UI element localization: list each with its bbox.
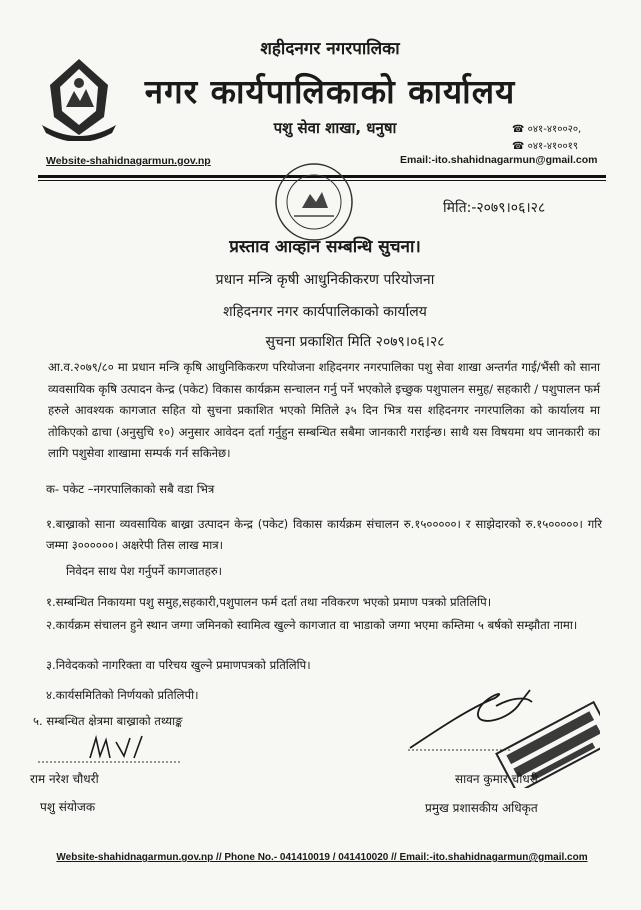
municipality-emblem-logo	[38, 55, 120, 141]
document-item: ३.निवेदकको नागरिक्ता वा परिचय खुल्ने प्रमाणपत्रको प्रतिलिपि।	[46, 658, 311, 672]
website-link[interactable]: Website-shahidnagarmun.gov.np	[46, 155, 211, 167]
publication-date: सुचना प्रकाशित मिति २०७९।०६।२८	[265, 334, 445, 350]
notice-title: प्रस्ताव आव्हान सम्बन्धि सुचना।	[229, 237, 421, 257]
notice-date: मिति:-२०७९।०६।२८	[443, 200, 546, 216]
left-signature	[30, 728, 190, 768]
section-heading: क- पकेट –नगरपालिकाको सबै वडा भित्र	[46, 482, 215, 496]
signatory-left-role: पशु संयोजक	[40, 800, 96, 814]
signatory-right-role: प्रमुख प्रशासकीय अधिकृत	[425, 801, 538, 815]
email-address[interactable]: Email:-ito.shahidnagarmun@gmail.com	[400, 154, 598, 166]
notice-paragraph: आ.व.२०७९/८० मा प्रधान मन्त्रि कृषि आधुनिकिकरण परियोजना शहिदनगर नगरपालिका पशु सेवा शाखा अन्तर्गत गाई/भैंसी को साना व्यवसायिक कृषि उत्पादन केन्द्र (पकेट) विकास कार्यक्रम सन्चालन गर्नु पर्ने भएकोले इच्छुक पशुपालन समुह/ सहकारी / पशुपालन फर्म हरुले आवश्यक कागजात सहित यो सुचना प्रकाशित भएको मितिले ३५ दिन भित्र यस शहिदनगर नगरपालिका को कार्यालय मा तोकिएको ढाचा (अनुसुचि १०) अनुसार आवेदन दर्ता गर्नुहुन सम्बन्धित सबैमा जानकारी गराईन्छ। साथै यस विषयमा थप जानकारी का लागि पशुसेवा शाखामा सम्पर्क गर्न सकिनेछ।	[48, 360, 600, 460]
signatory-left-name: राम नरेश चौधरी	[30, 772, 99, 786]
branch-name: पशु सेवा शाखा, धनुषा	[273, 119, 397, 137]
footer-contact: Website-shahidnagarmun.gov.np // Phone No.- 041410019 / 041410020 // Email:-ito.shahidnagarmun@gmail.com	[56, 852, 588, 863]
documents-heading: निवेदन साथ पेश गर्नुपर्ने कागजातहरु।	[66, 564, 223, 578]
signatory-right-name: सावन कुमार चौधरी	[455, 772, 538, 786]
issuing-office: शहिदनगर नगर कार्यपालिकाको कार्यालय	[223, 304, 427, 320]
project-name: प्रधान मन्त्रि कृषी आधुनिकीकरण परियोजना	[215, 272, 435, 288]
phone-number-2: ☎ ०४१-४१००१९	[512, 141, 579, 152]
phone-number-1: ☎ ०४१-४१००२०,	[512, 124, 582, 135]
document-item: ४.कार्यसमितिको निर्णयको प्रतिलिपी।	[46, 688, 199, 702]
program-item: १.बाख्राको साना व्यवसायिक बाख्रा उत्पादन केन्द्र (पकेट) विकास कार्यक्रम संचालन रु.१५०००००। र साझेदारको रु.१५०००००। गरि जम्मा ३००००००। अक्षरेपी तिस लाख मात्र।	[46, 517, 602, 552]
document-item: २.कार्यक्रम संचालन हुने स्थान जग्गा जमिनको स्वामित्व खुल्ने कागजात वा भाडाको जग्गा भएमा कम्तिमा ५ बर्षको सम्झौता नामा।	[46, 618, 578, 632]
document-item: १.सम्बन्धित निकायमा पशु समुह,सहकारी,पशुपालन फर्म दर्ता तथा नविकरण भएको प्रमाण पत्रको प्रतिलिपि।	[46, 595, 492, 609]
office-title: नगर कार्यपालिकाको कार्यालय	[144, 72, 516, 111]
document-item: ५. सम्बन्धित क्षेत्रमा बाख्राको तथ्याङ्क	[33, 714, 183, 728]
municipality-name: शहीदनगर नगरपालिका	[260, 39, 400, 59]
office-seal-stamp	[272, 160, 356, 244]
